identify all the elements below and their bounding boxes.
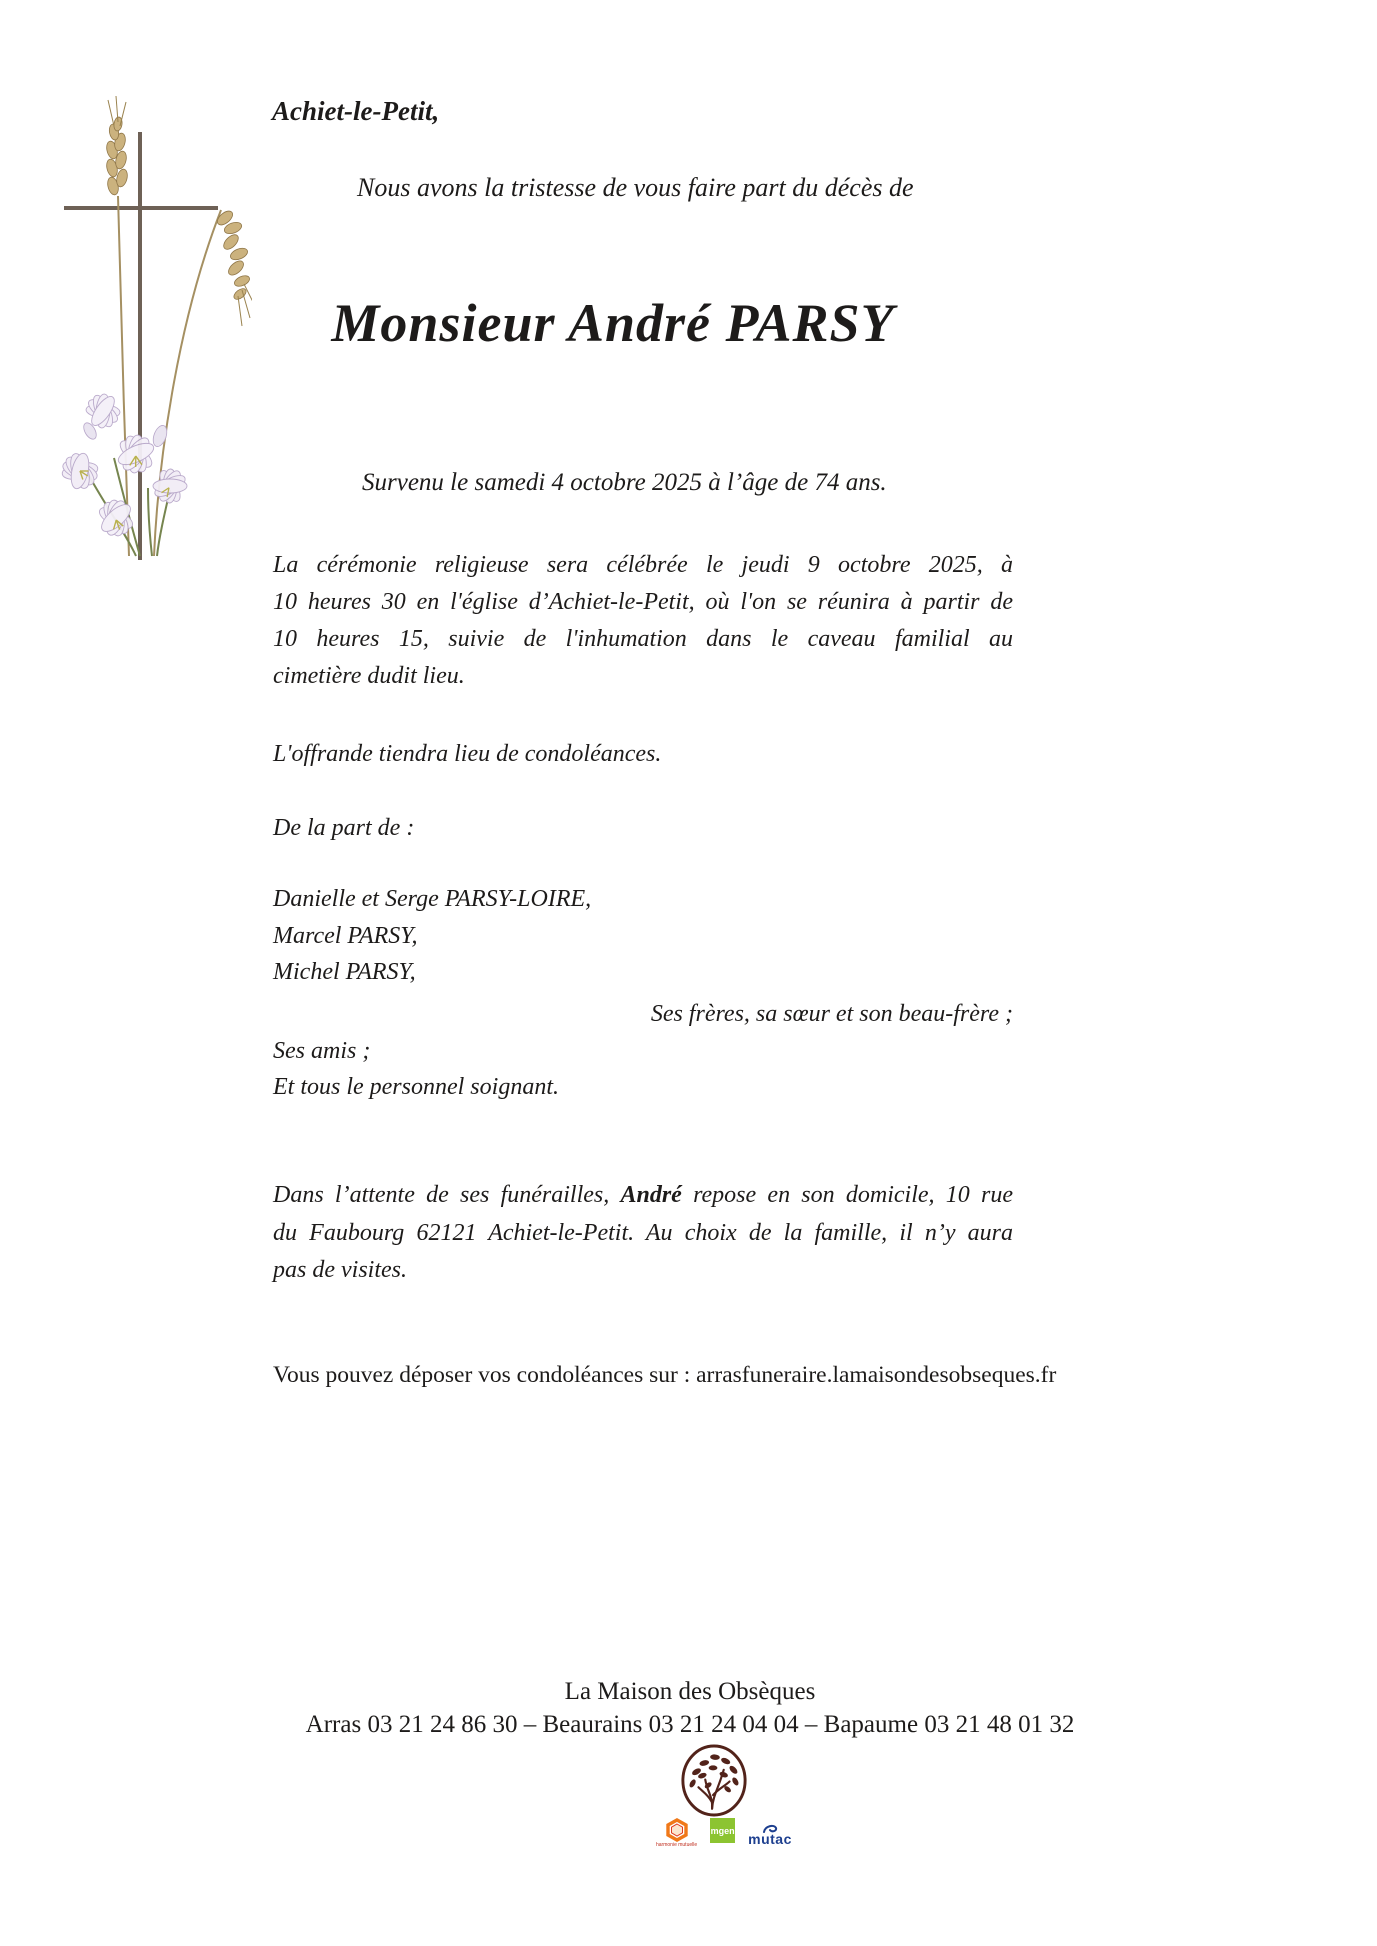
maison-des-obseques-logo	[679, 1742, 749, 1819]
relations-line: Ses frères, sa sœur et son beau-frère ;	[650, 1001, 1013, 1027]
harmonie-mutuelle-logo	[656, 1818, 697, 1848]
cross-wheat-flowers-icon	[28, 86, 252, 564]
ceremony-paragraph	[273, 547, 1013, 695]
harmonie-hexagon-icon	[666, 1818, 688, 1842]
ceremony-line: 10 heures 15, suivie de l'inhumation dans le caveau familial au	[273, 626, 1013, 652]
funeral-home-phones: Arras 03 21 24 86 30 – Beaurains 03 21 24 04 04 – Bapaume 03 21 48 01 32	[305, 1711, 1075, 1738]
repose-text: repose en son domicile, 10 rue	[681, 1182, 1014, 1208]
friends-line: Ses amis ;	[273, 1038, 371, 1064]
repose-line: pas de visites.	[273, 1257, 407, 1283]
from-label: De la part de :	[273, 815, 415, 841]
ceremony-line: La cérémonie religieuse sera célébrée le jeudi 9 octobre 2025, à	[273, 552, 1013, 578]
mutac-logo	[748, 1824, 792, 1845]
repose-paragraph	[273, 1177, 1013, 1290]
funeral-home-name: La Maison des Obsèques	[564, 1678, 816, 1705]
mgen-logo	[710, 1818, 735, 1843]
repose-line: du Faubourg 62121 Achiet-le-Petit. Au choix de la famille, il n’y aura	[273, 1219, 1013, 1246]
family-list	[273, 881, 591, 991]
mutac-label: mutac	[748, 1831, 792, 1847]
offering-line: L'offrande tiendra lieu de condoléances.	[273, 741, 662, 767]
family-member: Michel PARSY,	[273, 959, 416, 985]
repose-name-bold: André	[620, 1182, 682, 1208]
tree-icon	[679, 1742, 749, 1819]
ceremony-line: cimetière dudit lieu.	[273, 663, 465, 689]
ceremony-line: 10 heures 30 en l'église d’Achiet-le-Petit, où l'on se réunira à partir de	[273, 589, 1013, 615]
repose-line	[273, 1177, 1013, 1215]
harmonie-label: harmonie mutuelle	[656, 1842, 698, 1848]
condolences-line: Vous pouvez déposer vos condoléances sur : arrasfuneraire.lamaisondesobseques.fr	[273, 1362, 1057, 1388]
city-line: Achiet-le-Petit,	[272, 96, 440, 126]
partner-logos	[656, 1818, 792, 1848]
floral-cross-decoration	[28, 86, 252, 564]
death-date-line: Survenu le samedi 4 octobre 2025 à l’âge de 74 ans.	[362, 469, 887, 496]
family-member: Danielle et Serge PARSY-LOIRE,	[273, 886, 592, 912]
deceased-name: Monsieur André PARSY	[331, 293, 895, 353]
family-member: Marcel PARSY,	[273, 922, 418, 949]
mgen-label: mgen	[710, 1818, 735, 1843]
staff-line: Et tous le personnel soignant.	[273, 1074, 559, 1100]
intro-line: Nous avons la tristesse de vous faire part du décès de	[357, 173, 914, 202]
repose-text: Dans l’attente de ses funérailles,	[273, 1182, 621, 1208]
